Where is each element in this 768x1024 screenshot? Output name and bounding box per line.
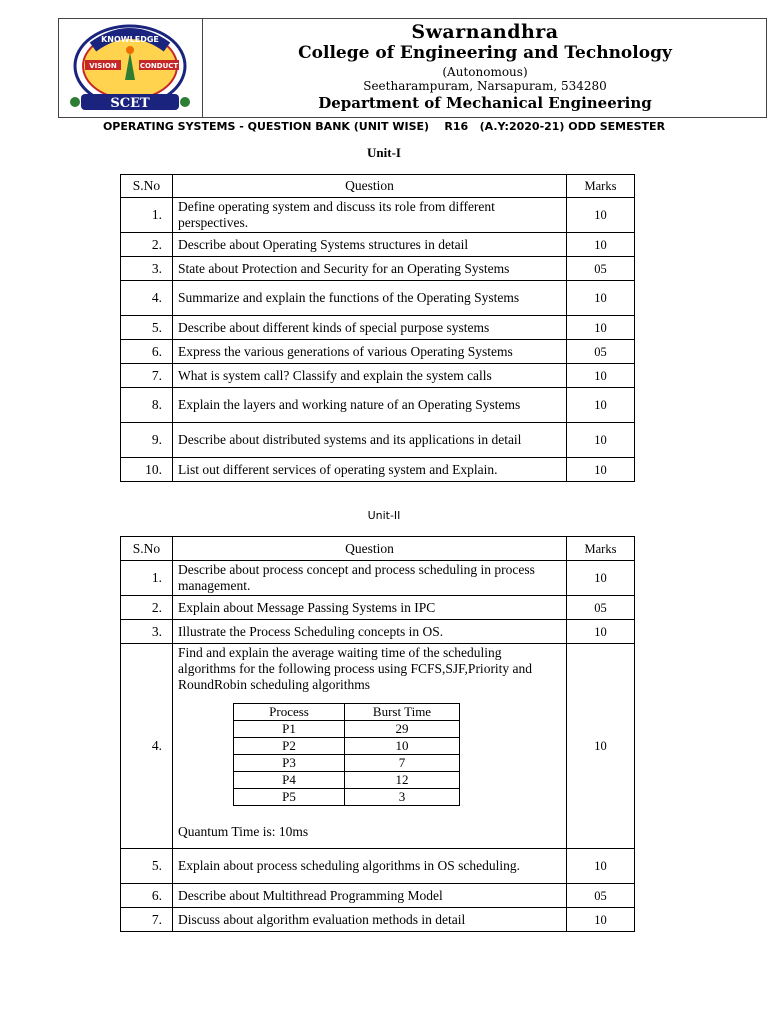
table-row bbox=[121, 561, 635, 596]
col-header-question: Question bbox=[173, 537, 567, 561]
row-question: Summarize and explain the functions of the Operating Systems bbox=[173, 281, 567, 316]
burst-time: 12 bbox=[345, 772, 460, 789]
table-header-row bbox=[121, 537, 635, 561]
table-row bbox=[121, 233, 635, 257]
row-marks: 10 bbox=[567, 908, 635, 932]
table-row bbox=[234, 772, 460, 789]
college-logo-box bbox=[59, 19, 203, 117]
table-row bbox=[121, 908, 635, 932]
row-marks: 10 bbox=[567, 561, 635, 596]
college-logo-seal-icon bbox=[63, 22, 197, 114]
unit2-question-table bbox=[120, 536, 635, 932]
row-sno: 3. bbox=[121, 620, 173, 644]
process-name: P3 bbox=[234, 755, 345, 772]
col-header-marks: Marks bbox=[567, 537, 635, 561]
table-row bbox=[121, 644, 635, 849]
table-row bbox=[121, 316, 635, 340]
table-row bbox=[121, 596, 635, 620]
logo-bottom-text: SCET bbox=[110, 96, 150, 111]
burst-time: 7 bbox=[345, 755, 460, 772]
table-row bbox=[121, 198, 635, 233]
col-header-sno: S.No bbox=[121, 175, 173, 198]
row-question: Describe about different kinds of special purpose systems bbox=[173, 316, 567, 340]
row-marks: 10 bbox=[567, 458, 635, 482]
row-sno: 1. bbox=[121, 198, 173, 233]
row-marks: 10 bbox=[567, 644, 635, 849]
row-marks: 05 bbox=[567, 257, 635, 281]
row-sno: 1. bbox=[121, 561, 173, 596]
row-question: Explain the layers and working nature of an Operating Systems bbox=[173, 388, 567, 423]
burst-time: 10 bbox=[345, 738, 460, 755]
row-question: Describe about distributed systems and its applications in detail bbox=[173, 423, 567, 458]
unit1-title: Unit-I bbox=[367, 145, 401, 160]
row-marks: 10 bbox=[567, 281, 635, 316]
row-sno: 3. bbox=[121, 257, 173, 281]
table-row bbox=[121, 340, 635, 364]
row-marks: 10 bbox=[567, 316, 635, 340]
row-sno: 5. bbox=[121, 316, 173, 340]
table-row bbox=[121, 423, 635, 458]
row-marks: 10 bbox=[567, 364, 635, 388]
row-marks: 10 bbox=[567, 388, 635, 423]
row-marks: 10 bbox=[567, 198, 635, 233]
unit1-question-table bbox=[120, 174, 635, 482]
logo-top-text: KNOWLEDGE bbox=[101, 35, 159, 44]
row-sno: 2. bbox=[121, 596, 173, 620]
row-question: Explain about process scheduling algorithms in OS scheduling. bbox=[173, 849, 567, 884]
row-question: Illustrate the Process Scheduling concepts in OS. bbox=[173, 620, 567, 644]
row-sno: 6. bbox=[121, 340, 173, 364]
row-sno: 7. bbox=[121, 908, 173, 932]
row-sno: 8. bbox=[121, 388, 173, 423]
row-marks: 10 bbox=[567, 233, 635, 257]
row-sno: 6. bbox=[121, 884, 173, 908]
process-name: P5 bbox=[234, 789, 345, 806]
logo-right-banner: CONDUCT bbox=[139, 62, 179, 70]
burst-col-header: Burst Time bbox=[345, 704, 460, 721]
table-row bbox=[234, 738, 460, 755]
row-question: Describe about Multithread Programming Model bbox=[173, 884, 567, 908]
row-marks: 10 bbox=[567, 849, 635, 884]
row-sno: 9. bbox=[121, 423, 173, 458]
col-header-marks: Marks bbox=[567, 175, 635, 198]
row-sno: 4. bbox=[121, 644, 173, 849]
table-row bbox=[234, 789, 460, 806]
row-question: Explain about Message Passing Systems in IPC bbox=[173, 596, 567, 620]
table-row bbox=[121, 388, 635, 423]
row-question: Find and explain the average waiting time of the scheduling algorithms for the following process using FCFS,SJF,Priority and RoundRobin scheduling algorithms bbox=[178, 645, 533, 692]
process-table-header bbox=[234, 704, 460, 721]
process-name: P1 bbox=[234, 721, 345, 738]
row-question: Express the various generations of various Operating Systems bbox=[173, 340, 567, 364]
row-question: State about Protection and Security for an Operating Systems bbox=[173, 257, 567, 281]
row-marks: 10 bbox=[567, 620, 635, 644]
logo-left-banner: VISION bbox=[89, 62, 117, 70]
row-marks: 05 bbox=[567, 884, 635, 908]
quantum-time: Quantum Time is: 10ms bbox=[178, 824, 309, 839]
burst-time: 29 bbox=[345, 721, 460, 738]
row-marks: 10 bbox=[567, 423, 635, 458]
table-row bbox=[121, 620, 635, 644]
row-question: Discuss about algorithm evaluation methods in detail bbox=[173, 908, 567, 932]
table-row bbox=[234, 721, 460, 738]
row-marks: 05 bbox=[567, 596, 635, 620]
process-burst-table bbox=[233, 703, 460, 806]
row-marks: 05 bbox=[567, 340, 635, 364]
college-info bbox=[202, 19, 768, 117]
table-row bbox=[121, 257, 635, 281]
row-sno: 5. bbox=[121, 849, 173, 884]
table-row bbox=[121, 458, 635, 482]
process-name: P2 bbox=[234, 738, 345, 755]
burst-time: 3 bbox=[345, 789, 460, 806]
table-row bbox=[121, 849, 635, 884]
process-name: P4 bbox=[234, 772, 345, 789]
col-header-question: Question bbox=[173, 175, 567, 198]
college-name-line1: Swarnandhra bbox=[411, 21, 559, 43]
row-sno: 7. bbox=[121, 364, 173, 388]
row-sno: 4. bbox=[121, 281, 173, 316]
row-question: What is system call? Classify and explain the system calls bbox=[173, 364, 567, 388]
table-header-row bbox=[121, 175, 635, 198]
college-address: Seetharampuram, Narsapuram, 534280 bbox=[363, 79, 607, 93]
col-header-sno: S.No bbox=[121, 537, 173, 561]
document-subtitle: OPERATING SYSTEMS - QUESTION BANK (UNIT WISE) R16 (A.Y:2020-21) ODD SEMESTER bbox=[102, 120, 666, 133]
process-col-header: Process bbox=[234, 704, 345, 721]
row-sno: 2. bbox=[121, 233, 173, 257]
table-row bbox=[121, 884, 635, 908]
row-question: List out different services of operating system and Explain. bbox=[173, 458, 567, 482]
row-question-with-process-table bbox=[173, 644, 567, 849]
table-row bbox=[121, 364, 635, 388]
unit2-title: Unit-II bbox=[367, 509, 401, 522]
row-question: Describe about process concept and process scheduling in process management. bbox=[173, 561, 567, 596]
table-row bbox=[234, 755, 460, 772]
table-row bbox=[121, 281, 635, 316]
college-name-line2: College of Engineering and Technology bbox=[298, 43, 672, 63]
row-question: Describe about Operating Systems structures in detail bbox=[173, 233, 567, 257]
college-autonomous: (Autonomous) bbox=[442, 65, 528, 79]
row-sno: 10. bbox=[121, 458, 173, 482]
department-name: Department of Mechanical Engineering bbox=[318, 94, 652, 112]
row-question: Define operating system and discuss its role from different perspectives. bbox=[173, 198, 567, 233]
college-header bbox=[58, 18, 767, 118]
